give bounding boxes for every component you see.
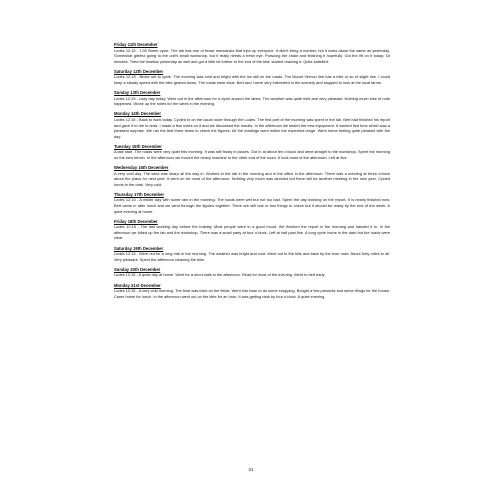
entry-text: Lodes 12:15 - Back to work today. Cycled in on the usual route through the Lodes. The first part of the morning was spent in the lab. Bert had finished his report and gave it to me to read. I made a few notes on it and we discussed the results. In the afternoon we tested the new equipment. It worked first time which was a pleasant surprise. We ran the test three times to check the figures. All the readings were within the expected range. Went home feeling quite pleased with the day. (114, 116, 390, 139)
entry-date-heading: Monday 14th December (114, 111, 162, 117)
entry-date-heading: Friday 11th December (114, 42, 158, 47)
diary-entry (114, 90, 390, 107)
entry-text: Lodes 12:15 - 1:00 Bomb cycle. The lab has one of those mechanics that trips up everyone. It didn't bring a number, but it looks about the same as yesterday. Somewhat gleeful going to the unit's small workshop, but it really needs a fresh eye. Pursuing the chain and finishing it hopefully. Got the lift on it today; 16 minutes. Tried the kinetics yesterday as well and got a little bit further to the end of the test; started drawing it. Quite satisfied. (114, 47, 390, 64)
entry-date-heading: Sunday 20th December (114, 266, 161, 272)
entry-text: A very cold day. The wind was sharp all the way in. Worked in the lab in the morning and in the office in the afternoon. There was a meeting at three o'clock about the plans for next year. It went on for most of the afternoon. Nothing very much was decided but there will be another meeting in the new year. Cycled home in the dark. Very cold. (114, 170, 390, 187)
entry-date-heading: Sunday 13th December (114, 90, 161, 96)
diary-entry (114, 219, 390, 241)
diary-entry (114, 144, 390, 161)
entry-text: Lodes 12:15 - Went out for a long ride in the morning. The weather was bright and cold. Went out to the hills and back by the river road. About forty miles in all. Very pleasant. Spent the afternoon cleaning the bike. (114, 251, 390, 262)
diary-entry (114, 165, 390, 187)
entry-date-heading: Tuesday 15th December (114, 143, 162, 149)
entry-date-heading: Saturday 19th December (114, 245, 164, 251)
entry-date-heading: Thursday 17th December (114, 191, 165, 197)
entry-date-heading: Friday 18th December (114, 218, 158, 224)
diary-entry (114, 267, 390, 278)
diary-entry (114, 111, 390, 139)
diary-entry (114, 246, 390, 263)
entry-text: Lodes 12:15 - A very cold morning. The frost was thick on the fields. Went into town to do some shopping. Bought a few presents and some things for the house. Came home for lunch. In the afternoon went out on the bike for an hour. It was getting dark by four o'clock. A quiet evening. (114, 288, 390, 299)
diary-column (114, 42, 390, 304)
entry-text: Lodes 12:15 - A quiet day at home. Went for a short walk in the afternoon. Read for most of the evening. Went to bed early. (114, 272, 326, 278)
diary-entry (114, 192, 390, 214)
entry-date-heading: Saturday 12th December (114, 68, 164, 74)
diary-entry (114, 283, 390, 300)
diary-entry (114, 69, 390, 86)
entry-date-heading: Monday 21st December (114, 282, 161, 288)
diary-entry (114, 42, 390, 64)
entry-text: Lodes 12:15 - A milder day with some rain in the morning. The roads were wet but not too bad. Spent the day working on the report. It is nearly finished now. Bert came in after lunch and we went through the figures together. There are still one or two things to check but it should be ready by the end of the week. A quiet evening at home. (114, 197, 390, 214)
page-number: 21 (248, 467, 254, 472)
entry-text: Lodes 12:15 - The last working day before the holiday. Most people were in a good mood. We finished the report in the morning and handed it in. In the afternoon we tidied up the lab and the workshop. There was a small party at four o'clock. Left at half past five. A long cycle home in the dark but the roads were clear. (114, 224, 390, 241)
entry-text: A late start. The roads were very quiet this morning. It was still frosty in places. Got in at about ten o'clock and went straight to the workshop. Spent the morning on the new bench. In the afternoon we moved the heavy machine to the other end of the room. It took most of the afternoon. Left at five. (114, 149, 390, 160)
entry-date-heading: Wednesday 16th December (114, 165, 169, 171)
entry-text: Lodes 12:15 - Broke out to cycle. The morning was cold and bright with the ice still on the roads. The Mount Vernon line has a mile or so of slight rise. I could keep a steady speed with the bike geared down. The roads were clear. Bert and I were very interested in the scenery and stopped to look at the local farms. (114, 74, 390, 85)
entry-text: Lodes 12:15 - Lazy day today. Went out in the afternoon for a cycle around the lanes. The weather was quite mild and very pleasant. Nothing much else of note happened. Wrote up the notes for the week in the evening. (114, 95, 390, 107)
